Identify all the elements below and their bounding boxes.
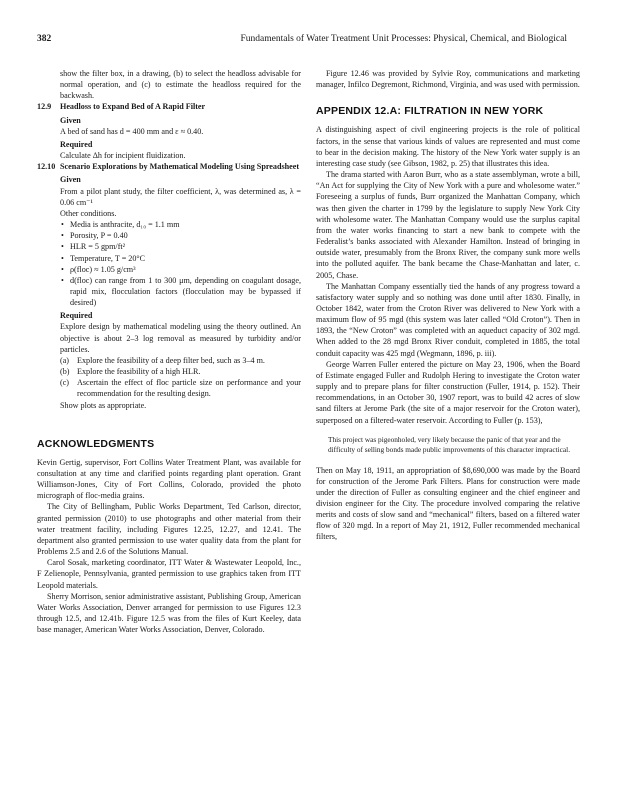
running-title: Fundamentals of Water Treatment Unit Processes: Physical, Chemical, and Biological [240, 34, 567, 44]
problem-continuation: show the filter box, in a drawing, (b) to select the headloss advisable for normal operation, and (c) to estimate the headloss required for the backwash. [60, 69, 301, 101]
given-label: Given [60, 115, 81, 125]
bullet-text: HLR = 5 gpm/ft² [70, 242, 126, 252]
required-text: Explore design by mathematical modeling using the theory outlined. An objective is about 2–3 log removal as measured by turbidity and/or particles. [60, 322, 301, 354]
running-header [0, 34, 617, 48]
task-label: (c) [60, 378, 70, 388]
condition-bullet: • Media is anthracite, d₁₀ = 1.1 mm [61, 220, 180, 230]
problem-number: 12.10 [37, 162, 56, 172]
ack-paragraph: The City of Bellingham, Public Works Department, Ted Carlson, director, granted permission (2010) to use photographs and other material from their water treatment facility, including Figures 12.25, 12.27, and 12.41. The department also granted permission to use water quality data from the plant for Problems 2.5 and 2.6 of the Solutions Manual. [37, 502, 301, 557]
appendix-paragraph: The Manhattan Company essentially tied the hands of any progress toward a satisfactory water supply and so nothing was done until after 1830. Finally, in October 1842, water from the Croton River was delivered to New York with a maximum flow of 95 mgd (this system was later called “Old Croton”). Then in 1893, the “New Croton” was completed with an aqueduct capacity of 302 mgd. When added to the 28 mgd Bronx River conduit, completed in 1885, the total conduit capacity was 425 mgd (Wegmann, 1896, p. iii). [316, 281, 580, 358]
problem-12-9-heading [37, 101, 301, 112]
task-item [37, 355, 301, 366]
appendix-paragraph: A distinguishing aspect of civil engineering projects is the role of political factors, in the sense that various kinds of values are represented and must come to bear in the decision making. The history of the New York water supply is an interesting case study (see Gibson, 1982, p. 25) that illustrates this idea. [316, 125, 580, 168]
bullet-text: Temperature, T = 20°C [70, 253, 146, 263]
condition-bullet: • ρ(floc) ≈ 1.05 g/cm³ [61, 264, 136, 274]
problem-title: Headloss to Expand Bed of A Rapid Filter [60, 102, 206, 112]
ack-paragraph: Kevin Gertig, supervisor, Fort Collins Water Treatment Plant, was available for consultation at any time and clarified points regarding plant operation. Grant Williamson-Jones, City of Fort Collins, Colorado, provided the photo micrograph of floc-media grains. [37, 457, 301, 501]
required-label: Required [60, 311, 93, 321]
task-text: Explore the feasibility of a high HLR. [77, 367, 201, 377]
condition-bullet: • Porosity, P = 0.40 [61, 231, 128, 241]
bullet-text: Media is anthracite, d₁₀ = 1.1 mm [70, 220, 180, 230]
task-text: Explore the feasibility of a deep filter bed, such as 3–4 m. [77, 355, 265, 365]
ack-paragraph: Carol Sosak, marketing coordinator, ITT Water & Wastewater Leopold, Inc., F Zelienople, Pennsylvania, granted permission to use graphics taken from ITT Leopold materials. [37, 558, 301, 590]
block-quote: This project was pigeonholed, very likely because the panic of that year and the difficulty of selling bonds made public improvements of this character impractical. [328, 434, 571, 455]
given-text: A bed of sand has d = 400 mm and ε ≈ 0.40. [60, 126, 204, 136]
task-text: Ascertain the effect of floc particle size on performance and your recommendation for the resulting design. [77, 378, 301, 399]
task-item [37, 366, 301, 377]
ack-continued-paragraph: Figure 12.46 was provided by Sylvie Roy, communications and marketing manager, Infilco Degremont, Richmond, Virginia, and was used with permission. [316, 69, 580, 90]
condition-bullet: • Temperature, T = 20°C [61, 253, 146, 263]
closing-text: Show plots as appropriate. [60, 400, 147, 410]
bullet-text: ρ(floc) ≈ 1.05 g/cm³ [70, 264, 136, 274]
task-item [37, 377, 301, 399]
problem-12-10-heading [37, 161, 301, 172]
given-text: From a pilot plant study, the filter coefficient, λ, was determined as, λ = 0.06 cm⁻¹ [60, 186, 301, 207]
required-label: Required [60, 139, 93, 149]
appendix-paragraph: George Warren Fuller entered the picture on May 23, 1906, when the Board of Estimate engaged Fuller and Rudolph Hering to investigate the Croton water supply and to prepare plans for filter construction (Fuller, 1914, p. 152). Their recommendations, in an October 30, 1907 report, was to build 42 acres of slow sand filters at Jerome Park (the site of a major reservoir for the Croton water), superposed on a filtered-water reservoir. According to Fuller (p. 153), [316, 359, 580, 425]
given-label: Given [60, 175, 81, 185]
task-label: (b) [60, 367, 70, 377]
right-column [316, 68, 580, 543]
problem-title: Scenario Explorations by Mathematical Modeling Using Spreadsheet [60, 162, 300, 172]
required-text: Calculate Δh for incipient fluidization. [60, 151, 186, 161]
appendix-heading: APPENDIX 12.A: FILTRATION IN NEW YORK [316, 105, 544, 118]
task-label: (a) [60, 355, 70, 365]
problem-number: 12.9 [37, 102, 52, 112]
acknowledgments-heading: ACKNOWLEDGMENTS [37, 437, 155, 450]
ack-paragraph: Sherry Morrison, senior administrative assistant, Publishing Group, American Water Works Association, Denver arranged for permission to use Figures 12.3 through 12.5, and 12.41b. Figure 12.5 was from the files of Kurt Keeley, data base manager, American Water Works Association, Denver, Colorado. [37, 591, 301, 635]
other-conditions-label: Other conditions. [60, 208, 117, 218]
left-column [37, 68, 301, 635]
page-number: 382 [37, 34, 52, 44]
bullet-text: Porosity, P = 0.40 [70, 231, 128, 241]
appendix-paragraph: The drama started with Aaron Burr, who as a state assemblyman, wrote a bill, “An Act for supplying the City of New York with a pure and wholesome water.” Foreseeing a surplus of funds, Burr organized the Manhattan Company, which was then given the charter in 1799 by the legislature to supply New York City with wholesome water. The Manhattan Company would use the surplus capital from the water works financing to start a new bank to compete with the Federalist’s banks associated with Alexander Hamilton. Instead of bringing in outside water, presumably from the Bronx River, the company sunk more wells into the polluted aquifer. The bank became the Chase-Manhattan and later, c. 2005, Chase. [316, 170, 580, 280]
bullet-text: d(floc) can range from 1 to 300 μm, depending on coagulant dosage, rapid mix, flocculation factors (flocculation may be bypassed if desired) [70, 275, 301, 308]
appendix-paragraph: Then on May 18, 1911, an appropriation of $8,690,000 was made by the Board for construction of the Jerome Park Filters. Plans for construction were made under the direction of Fuller as consulting engineer and the chief engineer and division engineer for the City. The procedure involved comparing the relative merits and costs of slow sand and “mechanical” filters, based on a filtered water flow of 320 mgd. In a report of May 21, 1912, Fuller recommended mechanical filters, [316, 465, 580, 542]
condition-bullet: • d(floc) can range from 1 to 300 μm, depending on coagulant dosage, rapid mix, flocculation factors (flocculation may be bypassed if desired) [61, 275, 301, 308]
condition-bullet: • HLR = 5 gpm/ft² [61, 242, 126, 252]
